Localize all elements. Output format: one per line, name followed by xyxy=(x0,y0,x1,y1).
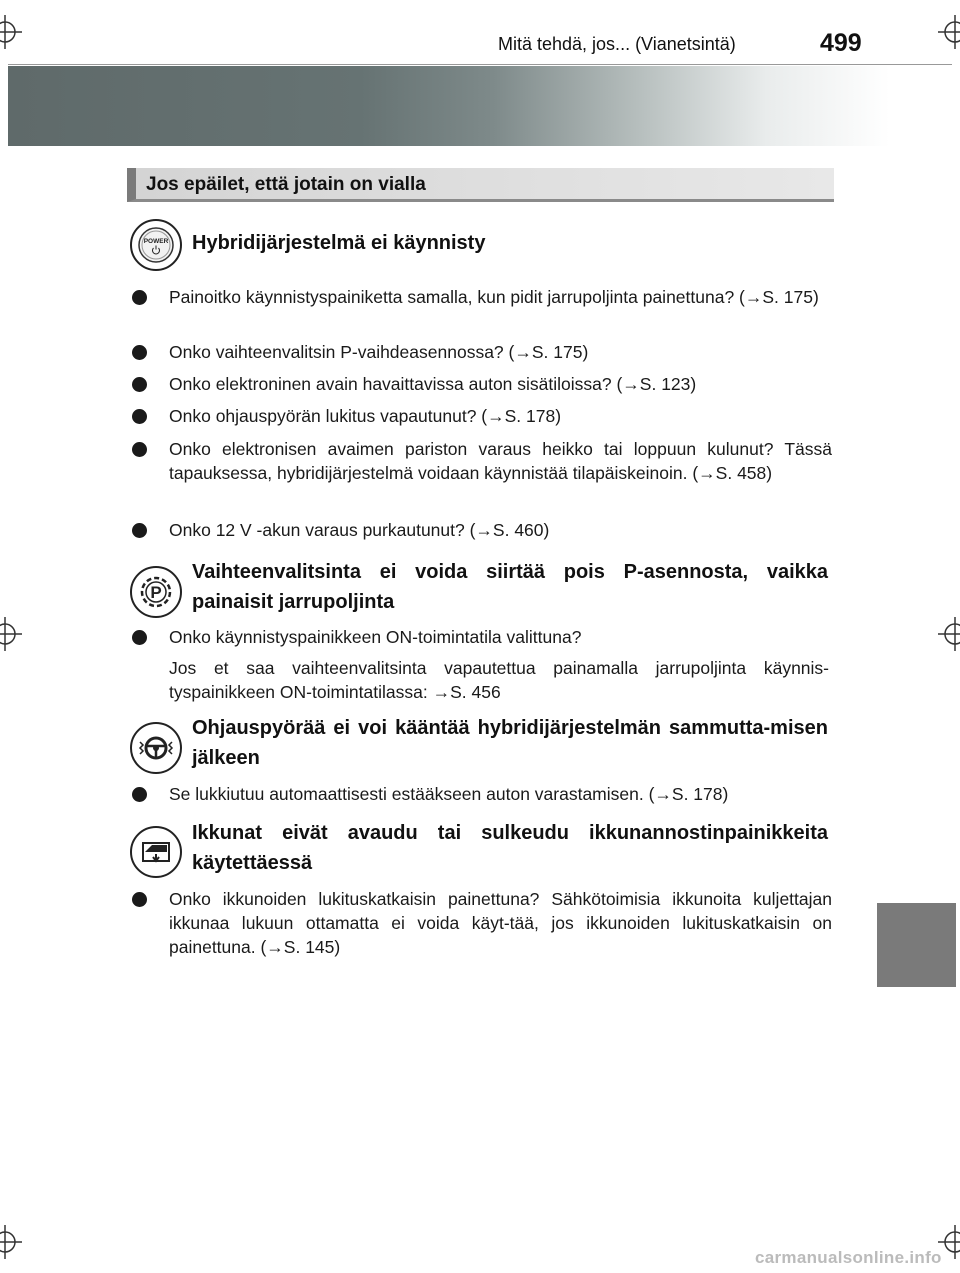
list-item: Se lukkiutuu automaattisesti estääkseen auton varastamisen. (→S. 178) xyxy=(132,782,832,806)
group-heading: Hybridijärjestelmä ei käynnisty xyxy=(192,232,486,254)
registration-mark-icon xyxy=(0,617,22,651)
registration-mark-icon xyxy=(0,15,22,49)
window-lock-icon xyxy=(130,826,182,878)
watermark-text: carmanualsonline.info xyxy=(755,1248,942,1267)
list-item: Onko elektroninen avain havaittavissa auton sisätiloissa? (→S. 123) xyxy=(132,372,832,396)
bullet-icon xyxy=(132,630,147,645)
note-paragraph: Jos et saa vaihteenvalitsinta vapautettua painamalla jarrupoljinta käynnis-tyspainikkeen ON-toimintatilassa: →S. 456 xyxy=(169,658,829,702)
registration-mark-icon xyxy=(0,1225,22,1259)
list-item: Onko ikkunoiden lukituskatkaisin painettuna? Sähkötoimisia ikkunoita kuljettajan ikkunaa lukuun ottamatta ei voida käyt-tää, jos ikkunoiden lukituskatkaisin on painettuna. (→S. 145) xyxy=(132,887,832,959)
list-item: Onko 12 V -akun varaus purkautunut? (→S. 460) xyxy=(132,518,832,542)
list-item: Onko käynnistyspainikkeen ON-toimintatila valittuna? xyxy=(132,625,832,649)
list-item: Painoitko käynnistyspainiketta samalla, kun pidit jarrupoljinta painettuna? (→S. 175) xyxy=(132,285,832,309)
power-label: POWER xyxy=(143,238,169,245)
bullet-icon xyxy=(132,377,147,392)
bullet-icon xyxy=(132,523,147,538)
list-item: Onko vaihteenvalitsin P-vaihdeasennossa? (→S. 175) xyxy=(132,340,832,364)
registration-mark-icon xyxy=(938,617,960,651)
chapter-banner xyxy=(8,66,890,146)
bullet-icon xyxy=(132,787,147,802)
group-heading: Vaihteenvalitsinta ei voida siirtää pois P-asennosta, vaikka painaisit jarrupoljinta xyxy=(192,561,828,613)
bullet-icon xyxy=(132,290,147,305)
bullet-icon xyxy=(132,892,147,907)
shift-lock-p-icon xyxy=(130,566,182,618)
group-heading: Ohjauspyörää ei voi kääntää hybridijärjestelmän sammutta-misen jälkeen xyxy=(192,717,828,769)
header-divider xyxy=(8,64,952,65)
bullet-icon xyxy=(132,409,147,424)
steering-lock-icon xyxy=(130,722,182,774)
section-title: Jos epäilet, että jotain on vialla xyxy=(146,174,426,195)
chapter-tab xyxy=(877,903,956,987)
running-title: Mitä tehdä, jos... (Vianetsintä) xyxy=(498,34,736,54)
svg-text:P: P xyxy=(150,583,162,602)
page-number: 499 xyxy=(820,29,862,57)
registration-mark-icon xyxy=(938,15,960,49)
bullet-icon xyxy=(132,345,147,360)
power-button-icon xyxy=(130,219,182,271)
group-heading: Ikkunat eivät avaudu tai sulkeudu ikkunannostinpainikkeita käytettäessä xyxy=(192,822,828,874)
bullet-icon xyxy=(132,442,147,457)
list-item: Onko ohjauspyörän lukitus vapautunut? (→S. 178) xyxy=(132,404,832,428)
section-title-bar xyxy=(127,168,834,202)
list-item: Onko elektronisen avaimen pariston varaus heikko tai loppuun kulunut? Tässä tapauksessa, hybridijärjestelmä voidaan käynnistää tilapäiskeinoin. (→S. 458) xyxy=(132,437,832,485)
